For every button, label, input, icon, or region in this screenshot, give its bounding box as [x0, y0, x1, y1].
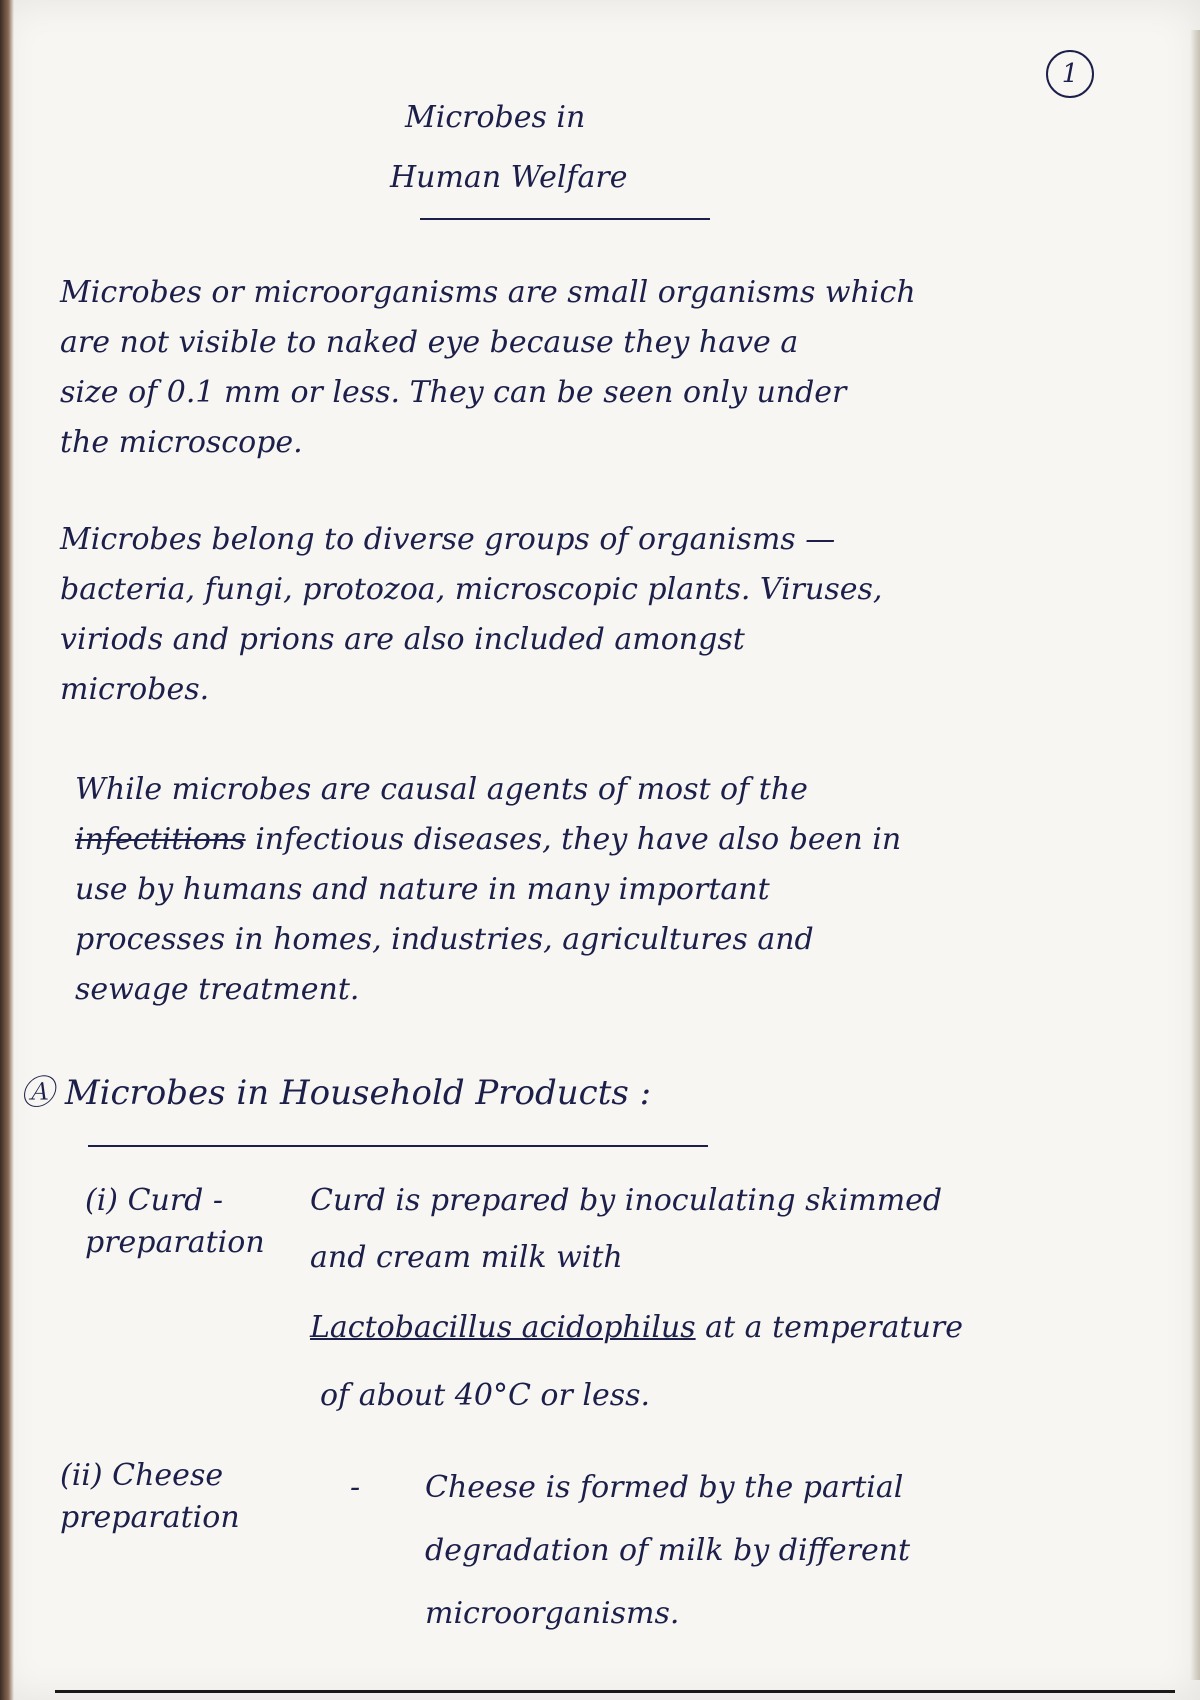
section-title: Microbes in Household Products : — [64, 1073, 652, 1113]
paragraph-text: infectious diseases, they have also been in — [245, 822, 902, 857]
struck-word: infectitions — [75, 822, 246, 857]
item-label-text: Cheese — [112, 1458, 224, 1493]
paragraph-line: are not visible to naked eye because they have a — [60, 325, 799, 360]
paragraph-line: size of 0.1 mm or less. They can be seen only under — [60, 375, 847, 410]
paragraph-line: Microbes belong to diverse groups of organisms — — [60, 522, 836, 557]
section-marker: Ⓐ — [20, 1073, 54, 1113]
item-label-text: preparation — [85, 1225, 265, 1260]
species-name: Lactobacillus acidophilus — [310, 1310, 696, 1345]
item-1-line-2: and cream milk with — [310, 1240, 623, 1275]
paragraph-line: sewage treatment. — [75, 972, 360, 1007]
item-2-line-1: Cheese is formed by the partial — [425, 1470, 904, 1505]
bottom-rule — [55, 1690, 1175, 1693]
paragraph-line: viriods and prions are also included amongst — [60, 622, 745, 657]
title-underline — [420, 218, 710, 220]
title-line-2: Human Welfare — [390, 160, 628, 195]
paragraph-line: bacteria, fungi, protozoa, microscopic plants. Viruses, — [60, 572, 883, 607]
item-2-dash: - — [350, 1470, 361, 1505]
item-1-line-4: of about 40°C or less. — [320, 1378, 651, 1413]
page-edge-left — [0, 0, 14, 1700]
item-numeral: (ii) — [60, 1458, 103, 1493]
paragraph-line: use by humans and nature in many important — [75, 872, 770, 907]
item-label-text: preparation — [60, 1500, 240, 1535]
item-label-text: Curd - — [127, 1183, 224, 1218]
item-1-line-3 — [310, 1302, 963, 1354]
page-number: 1 — [1046, 50, 1094, 98]
item-2-line-3: microorganisms. — [425, 1596, 680, 1631]
item-numeral: (i) — [85, 1183, 119, 1218]
item-2-label — [60, 1455, 240, 1539]
paragraph-line: microbes. — [60, 672, 210, 707]
section-underline — [88, 1145, 708, 1147]
section-a-heading — [20, 1065, 651, 1114]
paragraph-3 — [75, 765, 1175, 1015]
item-text: at a temperature — [695, 1310, 963, 1345]
paragraph-line: While microbes are causal agents of most of the — [75, 772, 808, 807]
paragraph-line: processes in homes, industries, agricultures and — [75, 922, 814, 957]
paragraph-2 — [60, 515, 1160, 715]
paragraph-line: the microscope. — [60, 425, 303, 460]
item-2-line-2: degradation of milk by different — [425, 1533, 911, 1568]
paragraph-1 — [60, 268, 1160, 468]
title-line-1: Microbes in — [405, 100, 586, 135]
paragraph-line — [75, 815, 1175, 865]
item-1-line-1: Curd is prepared by inoculating skimmed — [310, 1183, 943, 1218]
paragraph-line: Microbes or microorganisms are small organisms which — [60, 275, 916, 310]
page-edge-right — [1190, 30, 1200, 1680]
item-1-label — [85, 1180, 265, 1264]
